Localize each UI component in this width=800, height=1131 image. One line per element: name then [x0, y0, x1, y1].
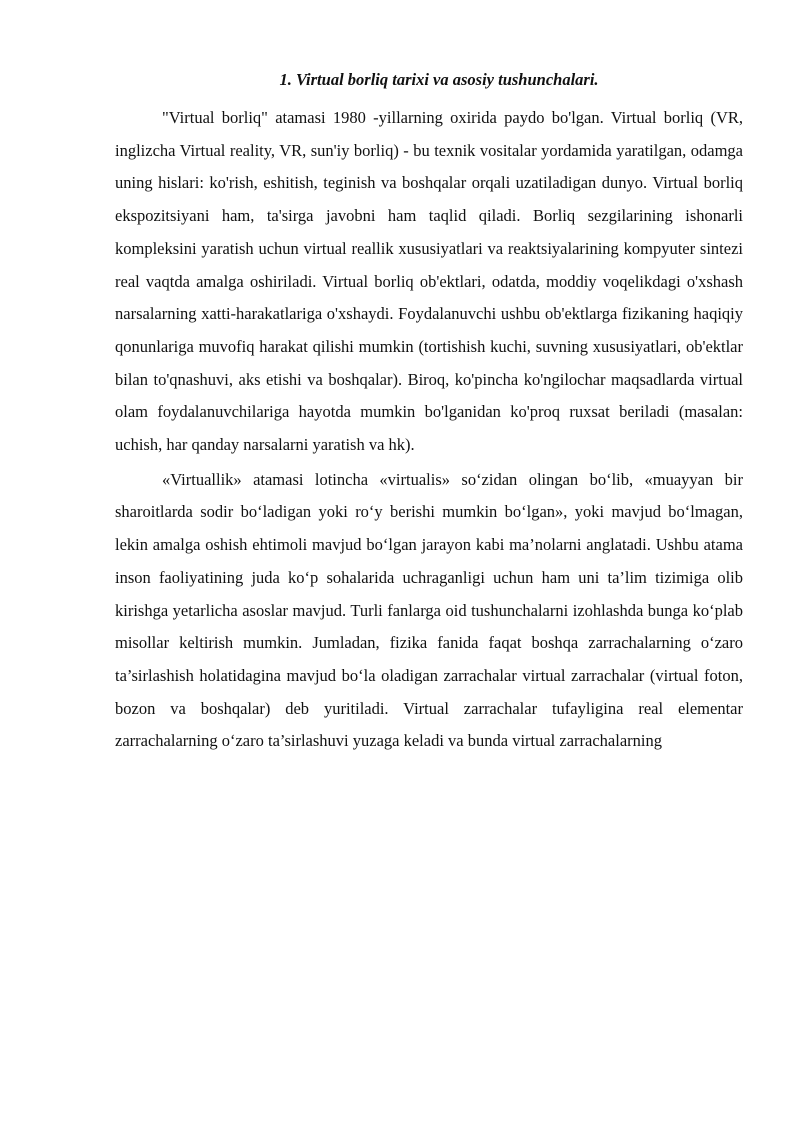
document-body [115, 68, 743, 760]
section-heading: 1. Virtual borliq tarixi va asosiy tushunchalari. [279, 70, 599, 89]
paragraph-virtual-reality-definition: "Virtual borliq" atamasi 1980 -yillarning oxirida paydo bo'lgan. Virtual borliq (VR, inglizcha Virtual reality, VR, sun'iy borliq) - bu texnik vositalar yordamida yaratilgan, odamga uning hislari: ko'rish, eshitish, teginish va boshqalar orqali uzatiladigan dunyo. Virtual borliq ekspozitsiyani ham, ta'sirga javobni ham taqlid qiladi. Borliq sezgilarining ishonarli kompleksini yaratish uchun virtual reallik xususiyatlari va reaktsiyalarining kompyuter sintezi real vaqtda amalga oshiriladi. Virtual borliq ob'ektlari, odatda, moddiy voqelikdagi o'xshash narsalarning xatti-harakatlariga o'xshaydi. Foydalanuvchi ushbu ob'ektlarga fizikaning haqiqiy qonunlariga muvofiq harakat qilishi mumkin (tortishish kuchi, suvning xususiyatlari, ob'ektlar bilan to'qnashuvi, aks etishi va boshqalar). Biroq, ko'pincha ko'ngilochar maqsadlarda virtual olam foydalanuvchilariga hayotda mumkin bo'lganidan ko'proq ruxsat beriladi (masalan: uchish, har qanday narsalarni yaratish va hk). [115, 108, 743, 455]
paragraph-virtuality-term: «Virtuallik» atamasi lotincha «virtualis» so‘zidan olingan bo‘lib, «muayyan bir sharoitlarda sodir bo‘ladigan yoki ro‘y berishi mumkin bo‘lgan», yoki mavjud bo‘lmagan, lekin amalga oshish ehtimoli mavjud bo‘lgan jarayon kabi ma’nolarni anglatadi. Ushbu atama inson faoliyatining juda ko‘p sohalarida uchraganligi uchun ham uni ta’lim tizimiga olib kirishga yetarlicha asoslar mavjud. Turli fanlarga oid tushunchalarni izohlashda bunga ko‘plab misollar keltirish mumkin. Jumladan, fizika fanida faqat boshqa zarrachalarning o‘zaro ta’sirlashish holatidagina mavjud bo‘la oladigan zarrachalar virtual zarrachalar (virtual foton, bozon va boshqalar) deb yuritiladi. Virtual zarrachalar tufayligina real elementar zarrachalarning o‘zaro ta’sirlashuvi yuzaga keladi va bunda virtual zarrachalarning [115, 469, 743, 751]
